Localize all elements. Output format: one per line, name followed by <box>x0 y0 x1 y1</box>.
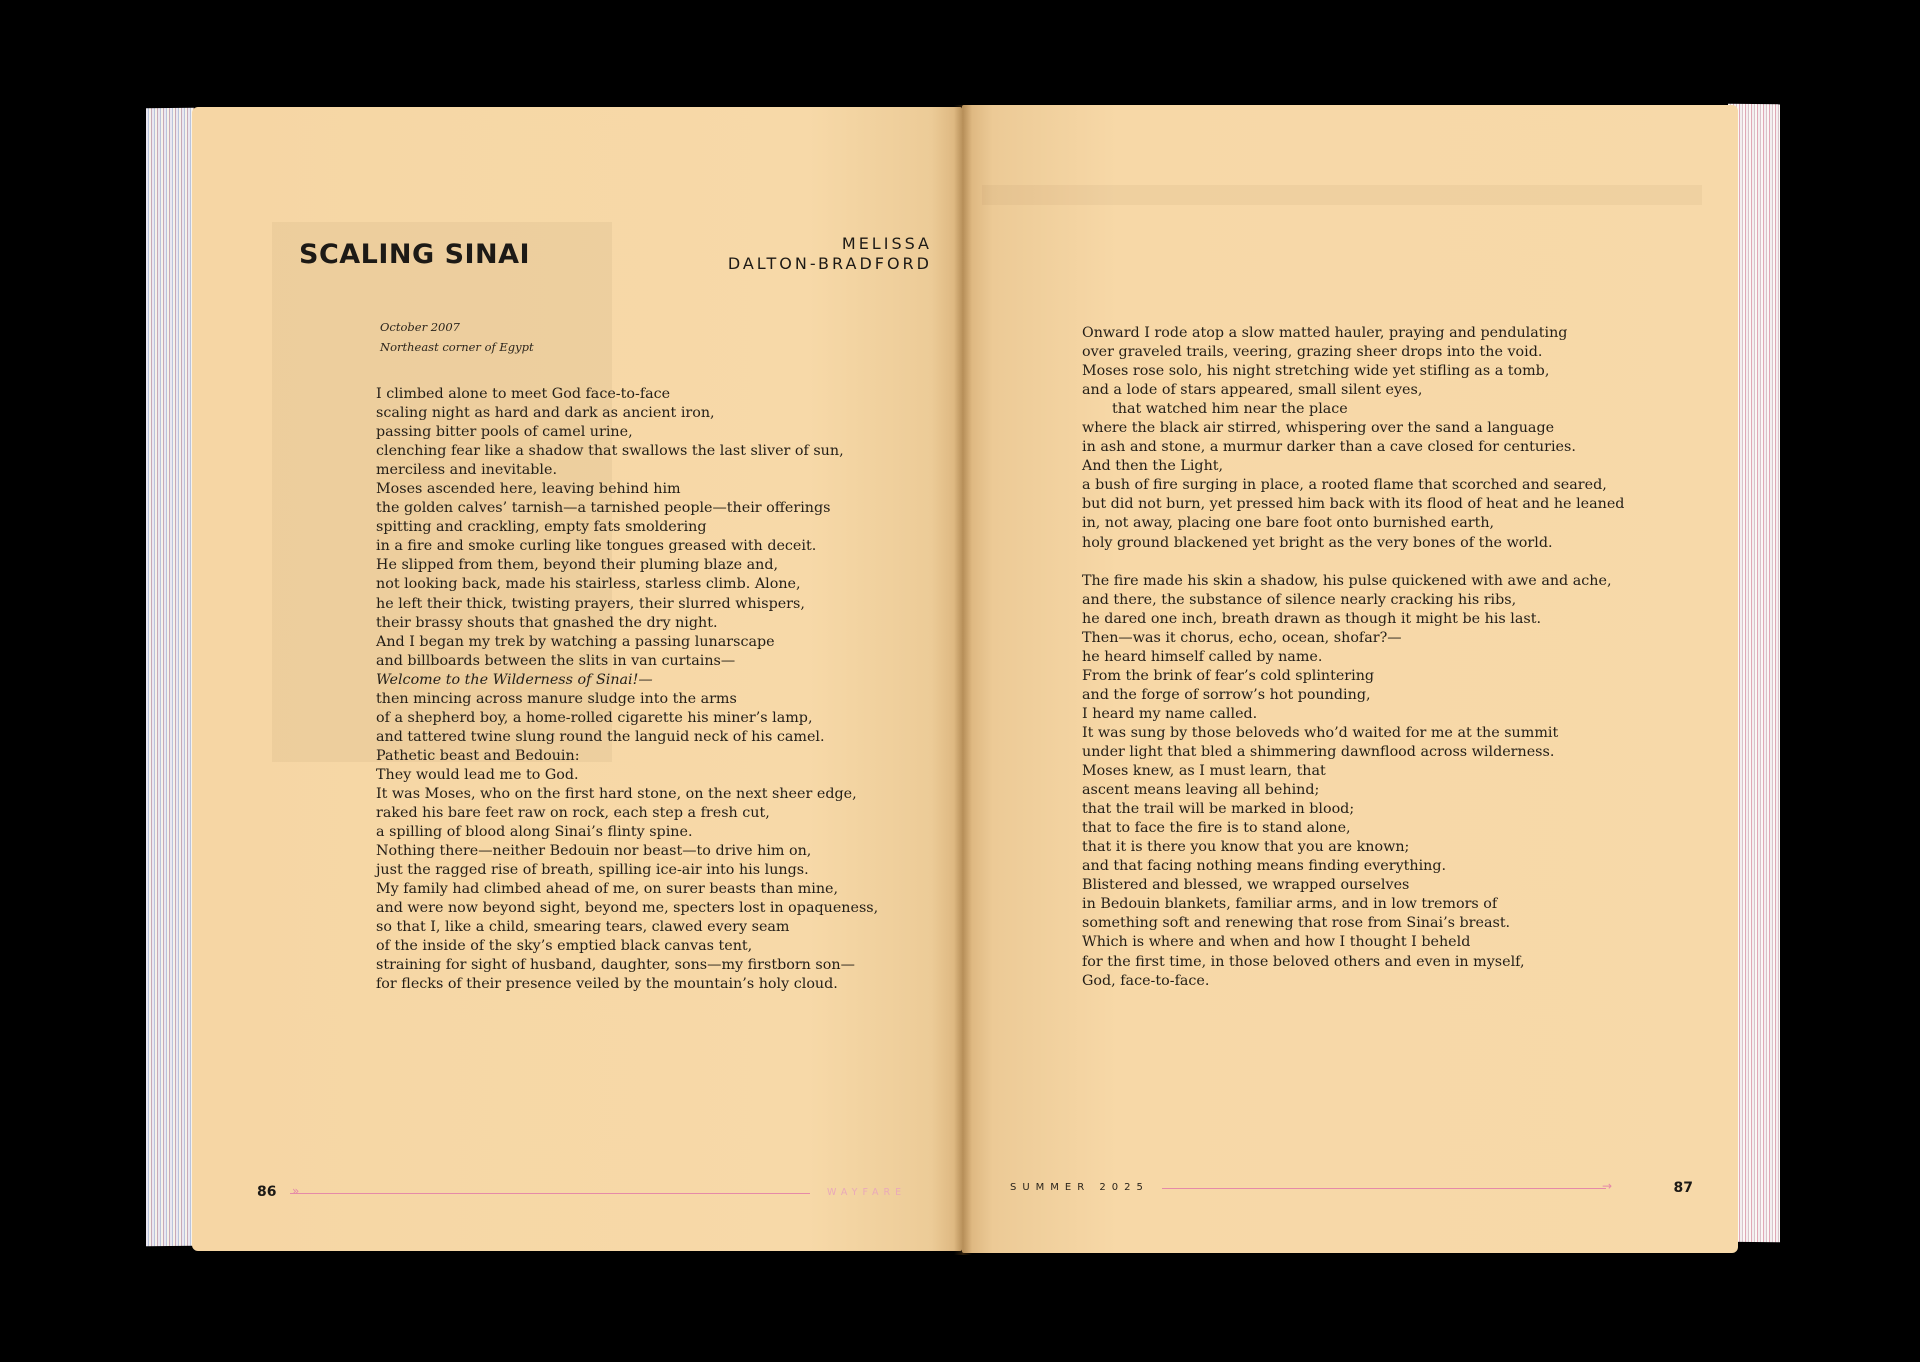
poem-line: raked his bare feet raw on rock, each step a fresh cut, <box>376 805 770 822</box>
poem-line: under light that bled a shimmering dawnflood across wilderness. <box>1082 743 1555 760</box>
poem-line: It was sung by those beloveds who’d waited for me at the summit <box>1082 724 1559 741</box>
poem-line: not looking back, made his stairless, starless climb. Alone, <box>376 576 801 593</box>
poem-line: merciless and inevitable. <box>376 462 558 479</box>
poem-line: that it is there you know that you are known; <box>1082 839 1410 856</box>
poem-line: I heard my name called. <box>1082 705 1258 722</box>
poem-line: of the inside of the sky’s emptied black canvas tent, <box>376 938 753 955</box>
show-through-text <box>982 185 1702 205</box>
poem-line: Which is where and when and how I thought I beheld <box>1082 934 1471 951</box>
poem-line: a bush of fire surging in place, a rooted flame that scorched and seared, <box>1082 477 1607 494</box>
poem-text-left <box>376 385 878 995</box>
poem-line: God, face-to-face. <box>1082 972 1210 989</box>
left-page-edges <box>146 108 194 1247</box>
poem-line: The fire made his skin a shadow, his pulse quickened with awe and ache, <box>1082 572 1612 589</box>
footer-rule <box>290 1193 810 1194</box>
poem-place: Northeast corner of Egypt <box>380 339 534 354</box>
poem-line: Pathetic beast and Bedouin: <box>376 747 580 764</box>
poem-line: for flecks of their presence veiled by the mountain’s holy cloud. <box>376 976 838 993</box>
issue-label: SUMMER 2025 <box>1010 1182 1149 1193</box>
poem-date: October 2007 <box>380 320 461 334</box>
poem-line: My family had climbed ahead of me, on surer beasts than mine, <box>376 881 839 898</box>
poem-line: that to face the fire is to stand alone, <box>1082 820 1351 837</box>
poem-line: he heard himself called by name. <box>1082 648 1323 665</box>
poem-line: scaling night as hard and dark as ancient iron, <box>376 405 715 422</box>
poem-line: Onward I rode atop a slow matted hauler, praying and pendulating <box>1082 325 1568 341</box>
poem-line: in ash and stone, a murmur darker than a cave closed for centuries. <box>1082 439 1576 456</box>
poem-dateline <box>380 318 534 357</box>
poem-line <box>1082 553 1624 572</box>
poem-line: that watched him near the place <box>1112 401 1348 418</box>
poem-line: their brassy shouts that gnashed the dry night. <box>376 614 718 631</box>
poem-line: where the black air stirred, whispering over the sand a language <box>1082 420 1555 437</box>
poem-line: but did not burn, yet pressed him back with its flood of heat and he leaned <box>1082 496 1625 513</box>
poem-line: and that facing nothing means finding everything. <box>1082 858 1447 875</box>
poem-line: in a fire and smoke curling like tongues greased with deceit. <box>376 538 817 555</box>
article-title: SCALING SINAI <box>299 239 531 270</box>
poem-line: he dared one inch, breath drawn as though it might be his last. <box>1082 610 1542 627</box>
poem-line: spitting and crackling, empty fats smoldering <box>376 519 707 536</box>
author-first-name: MELISSA <box>841 234 932 253</box>
poem-line: for the first time, in those beloved others and even in myself, <box>1082 953 1525 970</box>
poem-line: something soft and renewing that rose from Sinai’s breast. <box>1082 915 1511 932</box>
poem-line: Moses knew, as I must learn, that <box>1082 763 1326 780</box>
poem-line: Welcome to the Wilderness of Sinai!— <box>376 671 653 688</box>
poem-line: that the trail will be marked in blood; <box>1082 801 1355 818</box>
poem-line: They would lead me to God. <box>376 766 579 783</box>
poem-line: Moses rose solo, his night stretching wide yet stifling as a tomb, <box>1082 363 1550 380</box>
poem-line: Moses ascended here, leaving behind him <box>376 481 681 498</box>
poem-line: in Bedouin blankets, familiar arms, and in low tremors of <box>1082 896 1498 913</box>
masthead: WAYFARE <box>827 1187 907 1198</box>
poem-line: the golden calves’ tarnish—a tarnished people—their offerings <box>376 500 831 517</box>
poem-line: and were now beyond sight, beyond me, specters lost in opaqueness, <box>376 900 879 917</box>
poem-line: passing bitter pools of camel urine, <box>376 424 633 441</box>
double-chevron-right-icon: » <box>292 1184 300 1198</box>
author-last-name: DALTON-BRADFORD <box>727 254 932 273</box>
poem-line: Then—was it chorus, echo, ocean, shofar?— <box>1082 629 1402 646</box>
poem-line: and tattered twine slung round the languid neck of his camel. <box>376 728 825 745</box>
poem-line: and the forge of sorrow’s hot pounding, <box>1082 686 1371 703</box>
poem-line: It was Moses, who on the first hard stone, on the next sheer edge, <box>376 785 857 802</box>
poem-line: I climbed alone to meet God face-to-face <box>376 386 671 402</box>
poem-line: ascent means leaving all behind; <box>1082 782 1320 799</box>
poem-line: of a shepherd boy, a home-rolled cigarette his miner’s lamp, <box>376 709 813 726</box>
poem-line: From the brink of fear’s cold splintering <box>1082 667 1375 684</box>
arrow-right-icon: → <box>1602 1179 1613 1193</box>
poem-line: then mincing across manure sludge into the arms <box>376 690 737 707</box>
poem-line: Blistered and blessed, we wrapped ourselves <box>1082 877 1410 894</box>
book-gutter <box>954 105 972 1255</box>
poem-line: He slipped from them, beyond their pluming blaze and, <box>376 557 779 574</box>
page-number: 87 <box>1673 1180 1693 1196</box>
poem-line: And I began my trek by watching a passing lunarscape <box>376 633 775 650</box>
poem-line: and billboards between the slits in van curtains— <box>376 652 736 669</box>
poem-line: over graveled trails, veering, grazing sheer drops into the void. <box>1082 344 1543 361</box>
poem-line: Nothing there—neither Bedouin nor beast—to drive him on, <box>376 843 812 860</box>
poem-line: and a lode of stars appeared, small silent eyes, <box>1082 382 1423 399</box>
poem-line: and there, the substance of silence nearly cracking his ribs, <box>1082 591 1517 608</box>
poem-line: in, not away, placing one bare foot onto burnished earth, <box>1082 515 1495 532</box>
footer-rule <box>1162 1188 1606 1189</box>
poem-line: clenching fear like a shadow that swallows the last sliver of sun, <box>376 443 844 460</box>
poem-line: holy ground blackened yet bright as the very bones of the world. <box>1082 534 1553 551</box>
poem-line: just the ragged rise of breath, spilling ice-air into his lungs. <box>376 862 809 879</box>
page-number: 86 <box>257 1184 277 1200</box>
right-page <box>962 105 1738 1253</box>
author-byline <box>728 234 932 274</box>
poem-line: he left their thick, twisting prayers, their slurred whispers, <box>376 595 805 612</box>
poem-line: a spilling of blood along Sinai’s flinty spine. <box>376 824 693 841</box>
poem-line: And then the Light, <box>1082 458 1224 475</box>
left-page <box>192 107 962 1251</box>
poem-line: straining for sight of husband, daughter, sons—my firstborn son— <box>376 957 855 974</box>
poem-text-right <box>1082 324 1624 991</box>
poem-line: so that I, like a child, smearing tears, clawed every seam <box>376 919 790 936</box>
